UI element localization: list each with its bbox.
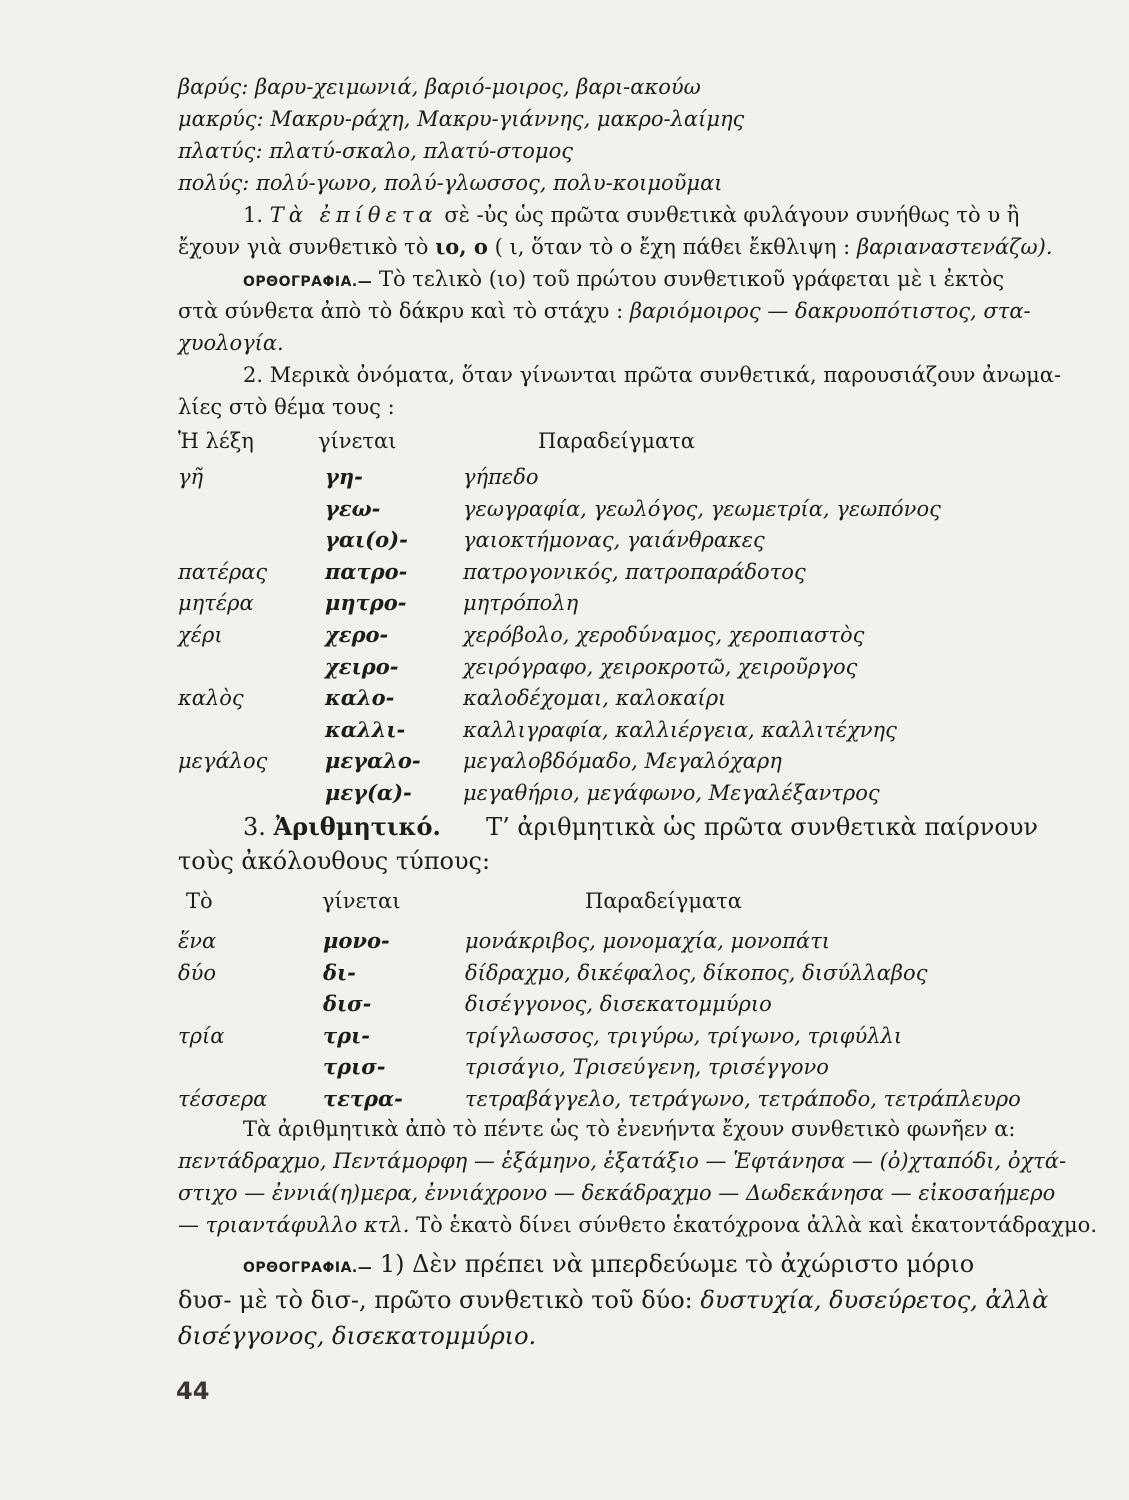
table-row (0, 715, 1129, 745)
stem-cell: καλλι- (325, 716, 406, 742)
table-row (0, 926, 1129, 956)
paragraph-4-line-1: Τὰ ἀριθμητικὰ ἀπὸ τὸ πέντε ὡς τὸ ἐνενήντα ἔχουν συνθετικὸ φωνῆεν α: (243, 1117, 1016, 1141)
intro-line: βαρύς: βαρυ-χειμωνιά, βαριό-μοιρος, βαρι-ακούω (178, 75, 701, 99)
examples-cell: μεγαλοβδόμαδο, Μεγαλόχαρη (463, 749, 782, 774)
orthography-note-1-line-3: χυολογία. (178, 331, 284, 355)
intro-line: πλατύς: πλατύ-σκαλο, πλατύ-στομος (178, 139, 573, 163)
paragraph-4-line-4: — τριαντάφυλλο κτλ. Τὸ ἑκατὸ δίνει σύνθετο ἑκατόχρονα ἀλλὰ καὶ ἑκατοντάδραχμο. (178, 1213, 1097, 1237)
table-row (0, 778, 1129, 808)
word-cell: τρία (178, 1023, 225, 1048)
paragraph-1-line-2: ἔχουν γιὰ συνθετικὸ τὸ ιο, ο ( ι, ὅταν τὸ ο ἔχη πάθει ἔκθλιψη : βαριαναστενάζω). (178, 234, 1053, 259)
table-row (0, 652, 1129, 682)
paragraph-3-line-2: τοὺς ἀκόλουθους τύπους: (178, 847, 491, 875)
examples-cell: μονάκριβος, μονομαχία, μονοπάτι (465, 929, 831, 953)
table-row (0, 588, 1129, 618)
stem-cell: τρι- (323, 1022, 370, 1048)
orthography-note-2-line-3: δισέγγονος, δισεκατομμύριο. (178, 1322, 537, 1350)
paragraph-3-line-1: 3. Ἀριθμητικό. Τ’ ἀριθμητικὰ ὡς πρῶτα συνθετικὰ παίρνουν (243, 810, 1038, 844)
table-row (0, 525, 1129, 555)
stem-cell: δι- (323, 959, 356, 985)
stem-cell: τρισ- (323, 1054, 386, 1080)
examples-cell: τετραβάγγελο, τετράγωνο, τετράποδο, τετράπλευρο (465, 1087, 1021, 1111)
stem-cell: πατρο- (325, 558, 408, 584)
examples-cell: καλλιγραφία, καλλιέργεια, καλλιτέχνης (463, 717, 897, 742)
paragraph-2-line-2: λίες στὸ θέμα τους : (178, 395, 395, 419)
intro-line: πολύς: πολύ-γωνο, πολύ-γλωσσος, πολυ-κοιμοῦμαι (178, 171, 723, 195)
orthography-heading: ΟΡΘΟΓΡΑΦΙΑ.— (243, 274, 373, 290)
examples-cell: γεωγραφία, γεωλόγος, γεωμετρία, γεωπόνος (463, 496, 941, 521)
table-row (0, 494, 1129, 524)
table-header: Ἡ λέξη γίνεται Παραδείγματα (178, 429, 695, 453)
orthography-heading: ΟΡΘΟΓΡΑΦΙΑ.— (243, 1260, 373, 1276)
word-cell: καλὸς (178, 686, 244, 711)
examples-cell: χειρόγραφο, χειροκροτῶ, χειροῦργος (463, 654, 858, 679)
table-row (0, 958, 1129, 988)
word-cell: τέσσερα (178, 1087, 268, 1111)
stem-cell: μεγαλο- (325, 748, 421, 774)
stem-cell: γεω- (325, 495, 381, 521)
word-cell: μεγάλος (178, 749, 268, 774)
stem-cell: καλο- (325, 685, 395, 711)
paragraph-2-line-1: 2. Μερικὰ ὀνόματα, ὅταν γίνωνται πρῶτα συνθετικά, παρουσιάζουν ἀνωμα- (243, 363, 1062, 387)
examples-cell: πατρογονικός, πατροπαράδοτος (463, 559, 806, 584)
word-cell: ἕνα (178, 929, 217, 953)
examples-cell: μεγαθήριο, μεγάφωνο, Μεγαλέξαντρος (463, 781, 880, 805)
examples-cell: μητρόπολη (463, 591, 579, 616)
paragraph-4-line-3: στιχο — ἐννιά(η)μερα, ἐννιάχρονο — δεκάδραχμο — Δωδεκάνησα — εἰκοσαήμερο (178, 1181, 1056, 1205)
examples-cell: τρίγλωσσος, τριγύρω, τρίγωνο, τριφύλλι (465, 1023, 903, 1048)
word-cell: μητέρα (178, 591, 254, 616)
stem-cell: χερο- (325, 622, 389, 647)
table-header: Τὸ γίνεται Παραδείγματα (186, 889, 742, 913)
stem-cell: μονο- (323, 928, 390, 953)
table-row (0, 1021, 1129, 1051)
examples-cell: δισέγγονος, δισεκατομμύριο (465, 992, 772, 1017)
stem-cell: χειρο- (325, 653, 399, 679)
paragraph-4-line-2: πεντάδραχμο, Πεντάμορφη — ἑξάμηνο, ἑξατάξιο — Ἑφτάνησα — (ὀ)χταπόδι, ὀχτά- (178, 1149, 1067, 1173)
stem-cell: τετρα- (323, 1086, 403, 1111)
examples-cell: καλοδέχομαι, καλοκαίρι (463, 686, 727, 711)
stem-cell: δισ- (323, 991, 372, 1017)
table-row (0, 989, 1129, 1019)
orthography-note-2-line-2: δυσ- μὲ τὸ δισ-, πρῶτο συνθετικὸ τοῦ δύο: δυστυχία, δυσεύρετος, ἀλλὰ (178, 1286, 1049, 1314)
table-row (0, 1052, 1129, 1082)
examples-cell: γαιοκτήμονας, γαιάνθρακες (463, 528, 765, 553)
numerals-heading: Ἀριθμητικό. (273, 812, 441, 841)
orthography-note-1-line-2: στὰ σύνθετα ἀπὸ τὸ δάκρυ καὶ τὸ στάχυ : βαριόμοιρος — δακρυοπότιστος, στα- (178, 299, 1031, 323)
table-row (0, 746, 1129, 776)
word-cell: χέρι (178, 623, 223, 647)
intro-line: μακρύς: Μακρυ-ράχη, Μακρυ-γιάννης, μακρο-λαίμης (178, 107, 745, 131)
word-cell: δύο (178, 960, 217, 985)
examples-cell: δίδραχμο, δικέφαλος, δίκοπος, δισύλλαβος (465, 960, 928, 985)
table-row (0, 462, 1129, 492)
orthography-note-2-line-1: ΟΡΘΟΓΡΑΦΙΑ.— 1) Δὲν πρέπει νὰ μπερδεύωμε τὸ ἀχώριστο μόριο (243, 1250, 975, 1278)
table-row (0, 683, 1129, 713)
table-row (0, 557, 1129, 587)
word-cell: πατέρας (178, 559, 268, 584)
stem-cell: μεγ(α)- (325, 780, 412, 805)
page-number: 44 (176, 1377, 210, 1405)
table-row (0, 1084, 1129, 1114)
orthography-note-1-line-1: ΟΡΘΟΓΡΑΦΙΑ.— Τὸ τελικὸ (ιο) τοῦ πρώτου συνθετικοῦ γράφεται μὲ ι ἐκτὸς (243, 267, 1005, 291)
table-row (0, 620, 1129, 650)
paragraph-1-line-1: 1. Τὰ ἐπίθετα σὲ -ὐς ὡς πρῶτα συνθετικὰ φυλάγουν συνήθως τὸ υ ἢ (243, 203, 1020, 227)
stem-cell: γη- (325, 464, 363, 489)
examples-cell: χερόβολο, χεροδύναμος, χεροπιαστὸς (463, 623, 865, 647)
examples-cell: τρισάγιο, Τρισεύγενη, τρισέγγονο (465, 1055, 829, 1080)
examples-cell: γήπεδο (463, 465, 539, 489)
word-cell: γῆ (178, 465, 204, 489)
stem-cell: μητρο- (325, 590, 407, 616)
stem-cell: γαι(ο)- (325, 527, 408, 553)
